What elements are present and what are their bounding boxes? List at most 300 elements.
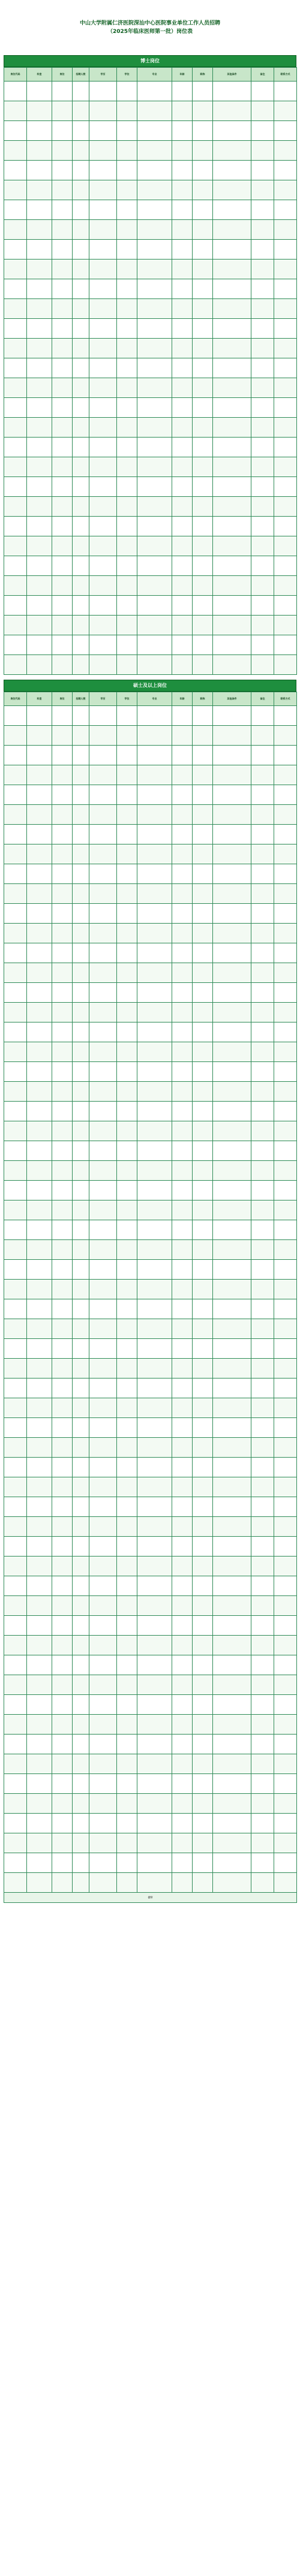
table-cell (274, 1339, 297, 1359)
table-cell (274, 1161, 297, 1181)
table-cell (89, 1695, 117, 1715)
table-cell (274, 844, 297, 864)
table-cell (89, 1181, 117, 1200)
table-cell (4, 398, 27, 418)
table-cell (27, 536, 52, 556)
table-cell (52, 1616, 73, 1636)
table-cell (117, 1853, 137, 1873)
table-cell (137, 101, 172, 121)
table-cell (213, 1517, 251, 1537)
table-cell (193, 576, 213, 596)
column-header: 岗位 (52, 68, 73, 82)
table-cell (251, 844, 274, 864)
table-cell (213, 1754, 251, 1774)
table-cell (117, 141, 137, 161)
table-cell (213, 1596, 251, 1616)
table-cell (251, 785, 274, 805)
table-cell (52, 1121, 73, 1141)
table-cell (274, 655, 297, 675)
table-cell (27, 141, 52, 161)
table-cell (251, 1794, 274, 1814)
table-row (4, 576, 297, 596)
table-row (4, 1616, 297, 1636)
table-row (4, 864, 297, 884)
table-cell (4, 477, 27, 497)
table-cell (52, 1557, 73, 1576)
table-cell (193, 1576, 213, 1596)
table-cell (52, 1873, 73, 1893)
table-cell (213, 1636, 251, 1655)
table-cell (213, 1438, 251, 1458)
table-cell (172, 884, 193, 904)
table-cell (117, 655, 137, 675)
table-cell (117, 1537, 137, 1557)
table-cell (73, 1873, 89, 1893)
table-cell (89, 200, 117, 220)
table-cell (27, 1003, 52, 1022)
table-cell (172, 1695, 193, 1715)
table-cell (117, 418, 137, 438)
table-cell (172, 299, 193, 319)
table-cell (274, 398, 297, 418)
table-cell (52, 438, 73, 457)
table-cell (274, 596, 297, 616)
table-cell (172, 121, 193, 141)
table-cell (251, 1240, 274, 1260)
table-cell (274, 576, 297, 596)
table-cell (4, 200, 27, 220)
table-cell (117, 497, 137, 517)
table-row (4, 1774, 297, 1794)
table-cell (213, 1141, 251, 1161)
table-cell (137, 655, 172, 675)
table-cell (27, 1260, 52, 1280)
table-cell (172, 983, 193, 1003)
table-cell (213, 785, 251, 805)
table-cell (4, 1833, 27, 1853)
table-cell (274, 1121, 297, 1141)
table-cell (89, 1418, 117, 1438)
table-cell (89, 438, 117, 457)
table-cell (193, 963, 213, 983)
table-cell (274, 1082, 297, 1102)
table-cell (172, 82, 193, 101)
table-cell (251, 1873, 274, 1893)
table-cell (27, 1596, 52, 1616)
table-row (4, 358, 297, 378)
table-cell (117, 260, 137, 279)
table-cell (52, 1022, 73, 1042)
table-cell (27, 1833, 52, 1853)
table-cell (274, 1141, 297, 1161)
table-cell (172, 1477, 193, 1497)
table-cell (117, 1477, 137, 1497)
table-cell (251, 655, 274, 675)
table-cell (193, 1240, 213, 1260)
table-cell (89, 1794, 117, 1814)
table-cell (73, 726, 89, 746)
table-cell (251, 1200, 274, 1220)
table-cell (73, 319, 89, 339)
table-cell (73, 299, 89, 319)
table-cell (213, 904, 251, 924)
table-cell (193, 121, 213, 141)
table-cell (73, 161, 89, 180)
table-row (4, 1873, 297, 1893)
table-header-row (4, 692, 297, 706)
table-cell (274, 924, 297, 943)
table-row (4, 1359, 297, 1379)
table-cell (117, 1042, 137, 1062)
table-cell (274, 1062, 297, 1082)
table-cell (193, 1655, 213, 1675)
table-cell (89, 477, 117, 497)
table-cell (52, 299, 73, 319)
table-cell (193, 1102, 213, 1121)
table-cell (251, 1181, 274, 1200)
table-cell (137, 477, 172, 497)
table-cell (4, 1121, 27, 1141)
table-cell (4, 1022, 27, 1042)
table-cell (251, 180, 274, 200)
table-cell (117, 864, 137, 884)
table-row (4, 82, 297, 101)
table-cell (73, 556, 89, 576)
column-header: 招聘人数 (73, 692, 89, 706)
document-title-line-1: 中山大学附属仁济医院深汕中心医院事业单位工作人员招聘 (79, 20, 220, 26)
table-cell (274, 1497, 297, 1517)
table-cell (137, 576, 172, 596)
table-cell (193, 556, 213, 576)
table-cell (4, 180, 27, 200)
table-cell (117, 556, 137, 576)
table-cell (251, 556, 274, 576)
table-cell (89, 1319, 117, 1339)
table-cell (4, 765, 27, 785)
table-cell (117, 884, 137, 904)
table-cell (52, 864, 73, 884)
table-cell (52, 1062, 73, 1082)
table-cell (193, 1418, 213, 1438)
table-cell (4, 1715, 27, 1735)
table-cell (73, 200, 89, 220)
table-cell (73, 1042, 89, 1062)
table-cell (27, 497, 52, 517)
table-cell (89, 1240, 117, 1260)
table-cell (137, 1853, 172, 1873)
table-row (4, 299, 297, 319)
table-cell (193, 616, 213, 635)
table-cell (251, 1458, 274, 1477)
table-cell (274, 536, 297, 556)
table-cell (52, 1438, 73, 1458)
table-cell (213, 825, 251, 844)
table-cell (137, 1181, 172, 1200)
table-cell (73, 746, 89, 765)
table-cell (193, 260, 213, 279)
table-cell (52, 924, 73, 943)
table-cell (4, 864, 27, 884)
table-cell (89, 884, 117, 904)
table-cell (27, 655, 52, 675)
table-cell (274, 943, 297, 963)
page-bottom-spacer (4, 1908, 296, 1920)
table-cell (52, 844, 73, 864)
table-cell (4, 1596, 27, 1616)
table-cell (193, 844, 213, 864)
table-cell (117, 963, 137, 983)
table-cell (274, 1576, 297, 1596)
table-cell (274, 1181, 297, 1200)
table-cell (73, 1438, 89, 1458)
table-cell (27, 1141, 52, 1161)
table-cell (137, 864, 172, 884)
table-cell (52, 339, 73, 358)
table-cell (193, 1438, 213, 1458)
table-cell (73, 1735, 89, 1754)
table-cell (73, 655, 89, 675)
table-cell (73, 1102, 89, 1121)
table-cell (251, 904, 274, 924)
table-cell (213, 517, 251, 536)
table-row (4, 438, 297, 457)
table-cell (274, 1695, 297, 1715)
table-cell (4, 1873, 27, 1893)
column-header: 其他条件 (213, 68, 251, 82)
table-cell (89, 1141, 117, 1161)
table-cell (251, 1022, 274, 1042)
table-row (4, 1497, 297, 1517)
table-row (4, 924, 297, 943)
table-cell (73, 1181, 89, 1200)
table-cell (117, 180, 137, 200)
table-cell (172, 746, 193, 765)
table-cell (251, 1062, 274, 1082)
table-cell (251, 943, 274, 963)
table-cell (27, 706, 52, 726)
table-cell (52, 1181, 73, 1200)
table-cell (117, 1655, 137, 1675)
table-cell (89, 1814, 117, 1833)
table-cell (193, 220, 213, 240)
table-cell (251, 1438, 274, 1458)
table-cell (89, 1121, 117, 1141)
table-cell (193, 983, 213, 1003)
table-cell (117, 1695, 137, 1715)
table-cell (89, 497, 117, 517)
table-cell (117, 1022, 137, 1042)
table-cell (274, 1833, 297, 1853)
table-cell (27, 1517, 52, 1537)
table-cell (193, 1596, 213, 1616)
table-row (4, 1398, 297, 1418)
table-row (4, 1557, 297, 1576)
table-row (4, 1853, 297, 1873)
table-cell (137, 457, 172, 477)
table-cell (117, 1161, 137, 1181)
table-cell (89, 1200, 117, 1220)
table-cell (27, 1339, 52, 1359)
table-cell (274, 1477, 297, 1497)
table-cell (193, 319, 213, 339)
table-cell (172, 1042, 193, 1062)
table-cell (4, 1814, 27, 1833)
table-row (4, 746, 297, 765)
table-cell (172, 943, 193, 963)
table-cell (117, 1616, 137, 1636)
table-cell (137, 1121, 172, 1141)
table-cell (117, 1576, 137, 1596)
table-cell (4, 1537, 27, 1557)
table-cell (251, 1042, 274, 1062)
table-row (4, 1458, 297, 1477)
table-cell (172, 1102, 193, 1121)
table-cell (89, 1022, 117, 1042)
table-cell (4, 161, 27, 180)
table-cell (251, 706, 274, 726)
table-cell (27, 1774, 52, 1794)
table-cell (213, 536, 251, 556)
table-cell (193, 1537, 213, 1557)
table-cell (4, 1003, 27, 1022)
table-cell (137, 1477, 172, 1497)
table-row (4, 1438, 297, 1458)
table-cell (274, 765, 297, 785)
table-cell (251, 635, 274, 655)
table-cell (213, 1200, 251, 1220)
table-cell (172, 1794, 193, 1814)
table-cell (73, 1853, 89, 1873)
table-cell (117, 121, 137, 141)
table-cell (27, 904, 52, 924)
table-cell (117, 299, 137, 319)
column-header: 联系方式 (274, 68, 297, 82)
table-cell (89, 180, 117, 200)
table-cell (27, 299, 52, 319)
table-cell (213, 1853, 251, 1873)
table-row (4, 726, 297, 746)
table-row (4, 904, 297, 924)
table-cell (137, 1379, 172, 1398)
table-cell (213, 299, 251, 319)
table-cell (213, 279, 251, 299)
table-cell (4, 240, 27, 260)
table-body (4, 82, 297, 675)
table-row (4, 260, 297, 279)
table-cell (274, 180, 297, 200)
table-cell (193, 1754, 213, 1774)
table-cell (137, 1102, 172, 1121)
table-row (4, 319, 297, 339)
table-cell (137, 706, 172, 726)
table-cell (172, 1339, 193, 1359)
table-cell (52, 161, 73, 180)
table-cell (4, 635, 27, 655)
table-cell (52, 1200, 73, 1220)
table-cell (213, 1458, 251, 1477)
table-cell (73, 884, 89, 904)
table-cell (193, 726, 213, 746)
table-cell (27, 82, 52, 101)
table-cell (137, 1141, 172, 1161)
table-cell (89, 1596, 117, 1616)
table-cell (274, 1398, 297, 1418)
table-cell (73, 963, 89, 983)
table-cell (172, 1497, 193, 1517)
table-cell (27, 1121, 52, 1141)
table-row (4, 1161, 297, 1181)
table-cell (274, 706, 297, 726)
table-cell (27, 1379, 52, 1398)
table-cell (52, 726, 73, 746)
table-cell (52, 141, 73, 161)
table-cell (137, 785, 172, 805)
table-cell (4, 1280, 27, 1299)
table-cell (213, 477, 251, 497)
table-cell (172, 616, 193, 635)
table-cell (4, 1557, 27, 1576)
table-cell (52, 398, 73, 418)
table-cell (89, 904, 117, 924)
table-cell (172, 200, 193, 220)
table-cell (52, 1497, 73, 1517)
table-cell (117, 1636, 137, 1655)
table-cell (52, 1477, 73, 1497)
table-cell (213, 121, 251, 141)
table-cell (117, 1596, 137, 1616)
table-cell (4, 706, 27, 726)
table-row (4, 1418, 297, 1438)
table-cell (117, 1418, 137, 1438)
table-cell (73, 1141, 89, 1161)
table-cell (193, 1398, 213, 1418)
table-cell (172, 141, 193, 161)
table-row (4, 1715, 297, 1735)
table-cell (73, 358, 89, 378)
table-cell (89, 576, 117, 596)
table-cell (251, 746, 274, 765)
table-cell (251, 765, 274, 785)
column-header: 科室 (27, 692, 52, 706)
table-cell (52, 477, 73, 497)
table-cell (27, 963, 52, 983)
table-cell (137, 1814, 172, 1833)
table-cell (27, 1220, 52, 1240)
table-cell (137, 1715, 172, 1735)
table-cell (137, 358, 172, 378)
table-cell (27, 1418, 52, 1438)
table-cell (251, 1557, 274, 1576)
table-cell (27, 1735, 52, 1754)
table-cell (274, 121, 297, 141)
table-cell (89, 726, 117, 746)
table-cell (89, 746, 117, 765)
table-cell (117, 319, 137, 339)
table-cell (213, 765, 251, 785)
table-row (4, 1379, 297, 1398)
table-cell (251, 1477, 274, 1497)
table-cell (213, 82, 251, 101)
section-title: 博士岗位 (4, 55, 296, 67)
table-cell (27, 983, 52, 1003)
column-header: 科室 (27, 68, 52, 82)
table-cell (117, 1557, 137, 1576)
table-cell (251, 983, 274, 1003)
table-cell (213, 1616, 251, 1636)
table-row (4, 1200, 297, 1220)
table-cell (137, 1537, 172, 1557)
table-cell (89, 1379, 117, 1398)
